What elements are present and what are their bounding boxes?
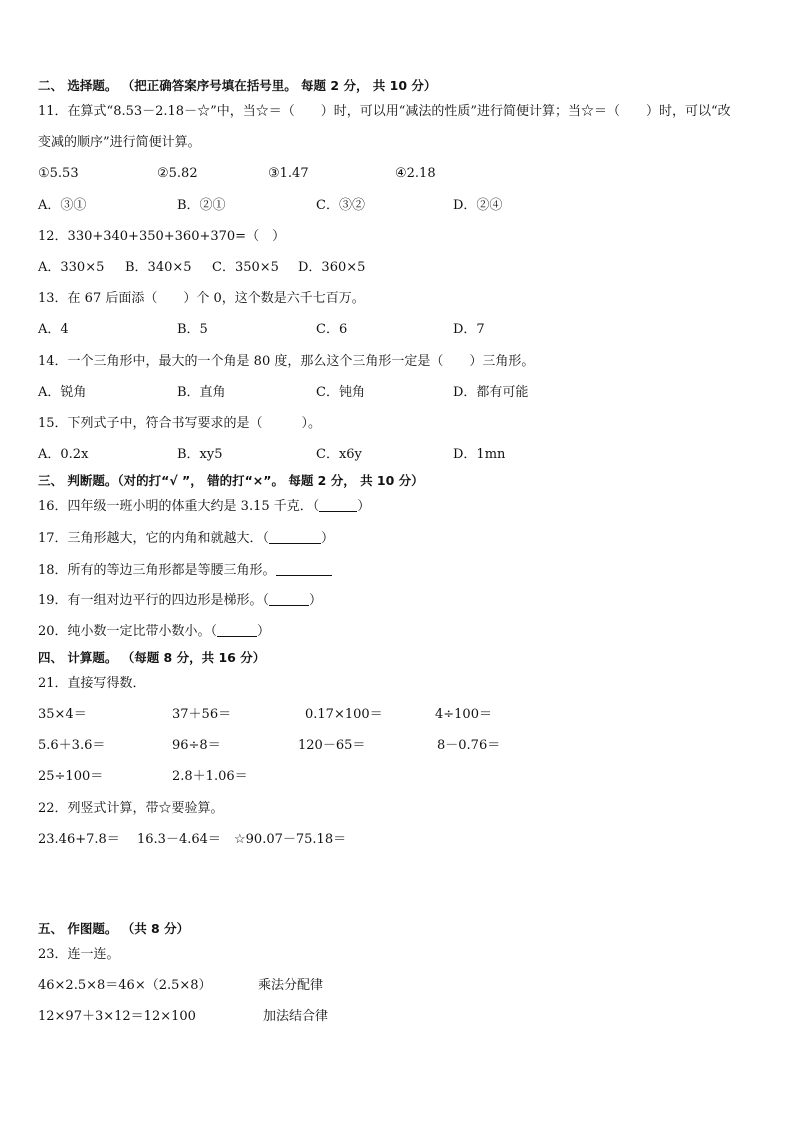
q21-item: 25÷100＝ [38,769,104,784]
section-2-title: 二、 选择题。 （把正确答案序号填在括号里。 每题 2 分， 共 10 分） [38,78,437,93]
q15-stem: 15．下列式子中，符合书写要求的是（ ）。 [38,416,322,431]
q16 [38,498,370,516]
q21-item: 4÷100＝ [435,707,492,722]
q13-choice-a[interactable]: A．4 [38,322,69,337]
q18-text: 18．所有的等边三角形都是等腰三角形。 [38,563,276,578]
q21-item: 2.8＋1.06＝ [172,769,248,784]
q21-item: 0.17×100＝ [305,707,383,722]
q22-item: 16.3－4.64＝ [137,832,221,847]
q11-line1: 11．在算式“8.53－2.18－☆”中，当☆＝（ ）时，可以用“减法的性质”进行简便计算；当☆＝（ ）时，可以“改 [38,104,731,119]
q14-choice-d[interactable]: D．都有可能 [453,385,529,400]
q22-stem: 22．列竖式计算，带☆要验算。 [38,801,224,816]
q11-option-2: ②5.82 [157,166,198,181]
q12-choice-d[interactable]: D．360×5 [298,260,366,275]
q19-answer-blank[interactable] [269,592,309,606]
q11-choice-d[interactable]: D．②④ [453,198,503,213]
q20 [38,623,270,641]
q13-choice-c[interactable]: C．6 [316,322,348,337]
q21-item: 37＋56＝ [172,707,232,722]
q14-stem: 14．一个三角形中，最大的一个角是 80 度，那么这个三角形一定是（ ）三角形。 [38,354,535,369]
q12-choice-a[interactable]: A．330×5 [38,260,105,275]
q23-left-item[interactable]: 12×97＋3×12＝12×100 [38,1009,196,1024]
q11-choice-a[interactable]: A．③① [38,198,87,213]
q13-choice-d[interactable]: D．7 [453,322,485,337]
q21-item: 120－65＝ [298,738,366,753]
q11-choice-c[interactable]: C．③② [316,198,365,213]
q11-line2: 变减的顺序”进行简便计算。 [38,135,201,150]
q17-text: 17．三角形越大，它的内角和就越大．（ [38,531,270,546]
q21-item: 35×4＝ [38,707,87,722]
section-4-title: 四、 计算题。 （每题 8 分，共 16 分） [38,650,266,665]
q19-close: ） [309,593,323,608]
q15-choice-b[interactable]: B．xy5 [177,447,223,462]
q16-close: ） [357,499,371,514]
q17-answer-blank[interactable] [269,530,321,544]
q14-choice-b[interactable]: B．直角 [177,385,226,400]
q12-choice-c[interactable]: C．350×5 [212,260,279,275]
q22-item-check: ☆90.07－75.18＝ [234,832,347,847]
q23-right-item[interactable]: 乘法分配律 [258,978,324,993]
q17-close: ） [321,531,335,546]
q12-stem: 12．330+340+350+360+370=（ ） [38,229,286,244]
q16-answer-blank[interactable] [319,498,357,512]
q13-choice-b[interactable]: B．5 [177,322,208,337]
q15-choice-d[interactable]: D．1mn [453,447,506,462]
q20-answer-blank[interactable] [217,623,257,637]
q15-choice-c[interactable]: C．x6y [316,447,362,462]
q22-item: 23.46+7.8＝ [38,832,120,847]
q16-text: 16．四年级一班小明的体重大约是 3.15 千克．（ [38,499,320,514]
section-5-title: 五、 作图题。 （共 8 分） [38,921,190,936]
q23-left-item[interactable]: 46×2.5×8＝46×（2.5×8） [38,978,212,993]
q18 [38,562,332,580]
q17 [38,530,334,548]
q21-item: 8－0.76＝ [437,738,501,753]
q12-choice-b[interactable]: B．340×5 [125,260,192,275]
q19 [38,592,322,610]
q15-choice-a[interactable]: A．0.2x [38,447,89,462]
q18-answer-blank[interactable] [276,562,332,576]
q11-option-1: ①5.53 [38,166,79,181]
section-3-title: 三、 判断题。（对的打“√ ”， 错的打“×”。 每题 2 分， 共 10 分） [38,473,424,488]
q21-item: 5.6＋3.6＝ [38,738,106,753]
q20-text: 20．纯小数一定比带小数小。（ [38,624,218,639]
q21-item: 96÷8＝ [172,738,221,753]
q14-choice-c[interactable]: C．钝角 [316,385,365,400]
q11-option-3: ③1.47 [268,166,309,181]
q11-option-4: ④2.18 [395,166,436,181]
q13-stem: 13．在 67 后面添（ ）个 0，这个数是六千七百万。 [38,291,365,306]
q11-choice-b[interactable]: B．②① [177,198,226,213]
q14-choice-a[interactable]: A．锐角 [38,385,87,400]
q21-stem: 21．直接写得数． [38,676,146,691]
q23-right-item[interactable]: 加法结合律 [263,1009,329,1024]
q20-close: ） [257,624,271,639]
q19-text: 19．有一组对边平行的四边形是梯形。（ [38,593,270,608]
q23-stem: 23．连一连。 [38,947,120,962]
